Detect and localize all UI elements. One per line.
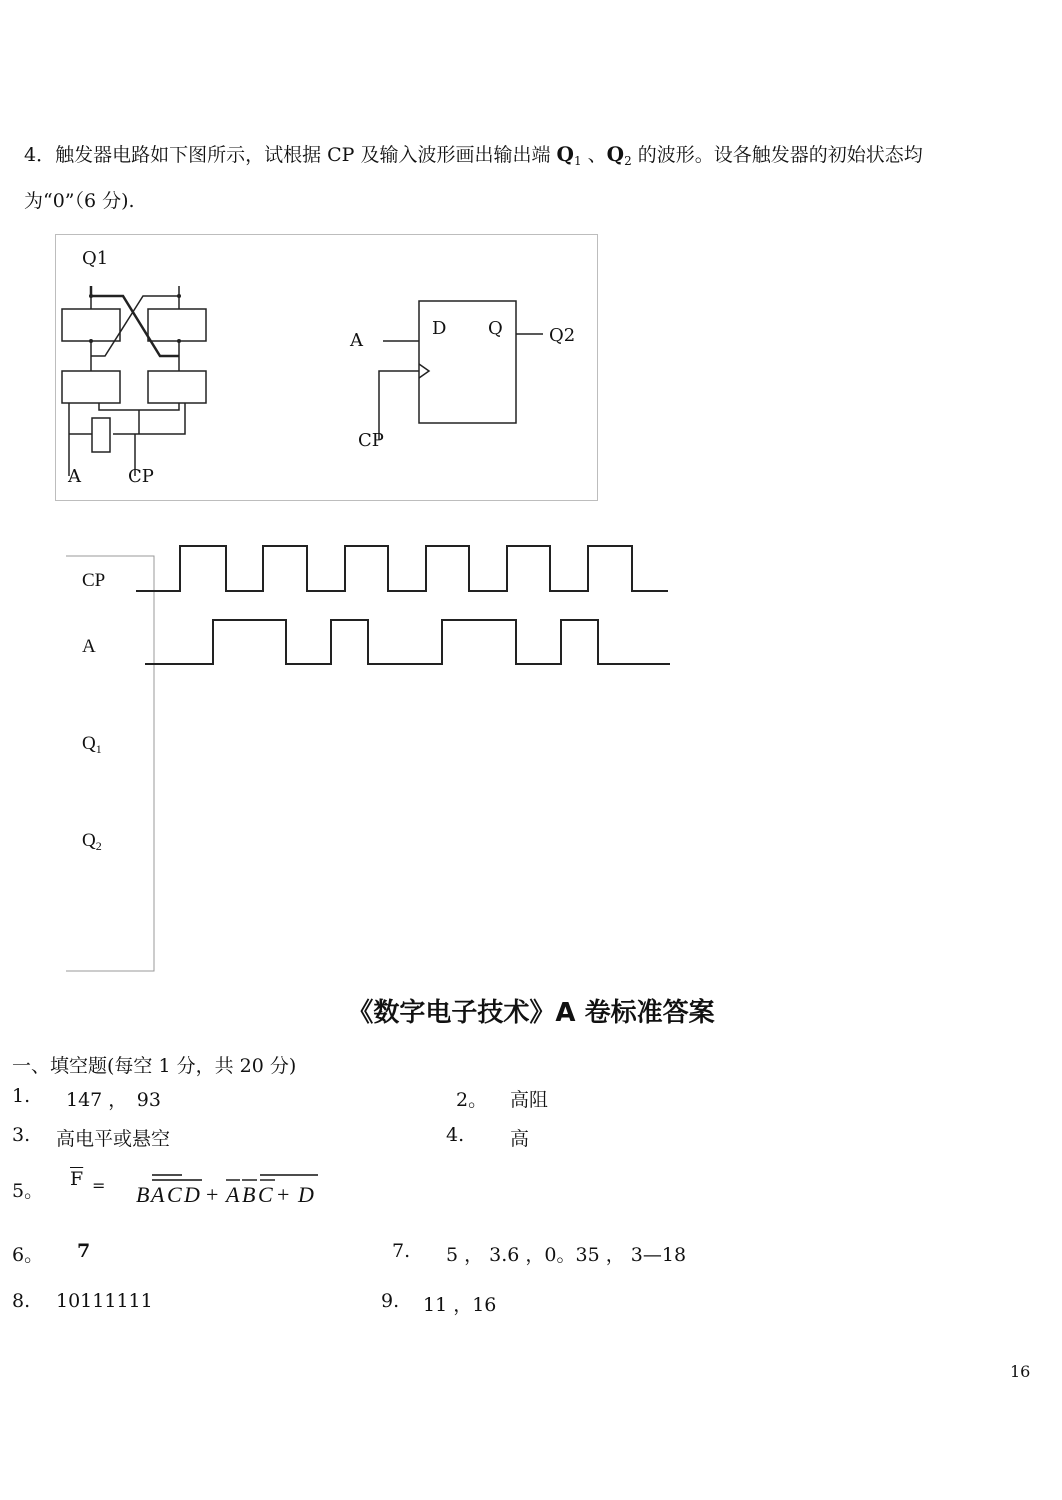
waveform-diagram xyxy=(0,540,700,980)
cp-waveform xyxy=(136,546,668,591)
answer-5-equals: = xyxy=(92,1176,106,1195)
lower-right-gate xyxy=(148,371,206,403)
answer-9-value: 11 ，16 xyxy=(423,1294,497,1316)
svg-text:D: D xyxy=(184,1182,200,1207)
svg-text:B: B xyxy=(242,1182,256,1207)
clock-triangle xyxy=(419,364,429,378)
wave-label-a: A xyxy=(82,636,96,657)
junction-dot xyxy=(177,339,181,343)
wave-label-q2-sub: 2 xyxy=(95,839,102,853)
svg-text:+: + xyxy=(206,1182,219,1207)
answer-2-number: 2。 xyxy=(456,1089,488,1111)
answer-title: 《数字电子技术》A 卷标准答案 xyxy=(347,998,715,1028)
q2-subscript: 2 xyxy=(624,154,632,168)
separator: 、 xyxy=(581,144,607,166)
wave-label-q1-main: Q xyxy=(82,733,96,754)
wave-label-q1-sub: 1 xyxy=(95,742,102,756)
waveform-frame xyxy=(66,556,154,971)
answer-2-value: 高阻 xyxy=(510,1089,549,1111)
question-line-2: 为“0”（6 分). xyxy=(24,190,135,212)
answer-4-number: 4. xyxy=(446,1124,465,1146)
answer-8-number: 8. xyxy=(12,1290,31,1312)
junction-dot xyxy=(89,339,93,343)
wire xyxy=(113,403,185,434)
flipflop-input-cp: CP xyxy=(358,430,384,451)
svg-text:+: + xyxy=(277,1182,290,1207)
answer-5-lhs: $\overline{F}$ xyxy=(70,1168,84,1190)
svg-text:D: D xyxy=(298,1182,314,1207)
circuit-label-cp: CP xyxy=(128,466,154,487)
circuit-diagram xyxy=(55,234,598,501)
section-1-heading: 一、填空题(每空 1 分，共 20 分) xyxy=(12,1055,297,1077)
svg-text:C: C xyxy=(258,1182,273,1207)
wave-label-q2 xyxy=(82,830,102,854)
answer-4-value: 高 xyxy=(510,1128,530,1150)
answer-6-number: 6。 xyxy=(12,1244,44,1266)
answer-3-value: 高电平或悬空 xyxy=(56,1128,171,1150)
answer-1-number: 1. xyxy=(12,1085,31,1107)
answer-9-number: 9. xyxy=(381,1290,400,1312)
q2-symbol: Q xyxy=(606,142,625,166)
flipflop-d-label: D xyxy=(432,318,447,339)
answer-8-value: 10111111 xyxy=(56,1290,153,1312)
answer-6-value: 7 xyxy=(77,1240,91,1262)
answer-7-number: 7. xyxy=(392,1240,411,1262)
question-text-end: 的波形。设各触发器的初始状态均 xyxy=(631,144,923,166)
upper-left-gate xyxy=(62,309,120,341)
question-line-1 xyxy=(24,144,923,167)
wave-label-q1 xyxy=(82,733,102,757)
upper-right-gate xyxy=(148,309,206,341)
wire xyxy=(99,403,179,410)
answer-1-value: 147 ， 93 xyxy=(66,1089,161,1111)
circuit-label-a: A xyxy=(68,466,81,487)
inverter-gate xyxy=(92,418,110,452)
flipflop-output-q2: Q2 xyxy=(549,325,576,346)
answer-5-formula xyxy=(132,1168,332,1208)
q1-subscript: 1 xyxy=(573,154,582,168)
question-text-start: 4．触发器电路如下图所示，试根据 CP 及输入波形画出输出端 xyxy=(24,144,557,166)
answer-7-value: 5 ， 3.6 ，0。35 ， 3—18 xyxy=(446,1244,687,1266)
svg-text:A: A xyxy=(151,1182,165,1207)
svg-text:B: B xyxy=(136,1182,150,1207)
wave-label-q2-main: Q xyxy=(82,830,96,851)
clock-input-wire xyxy=(379,371,419,440)
flipflop-q-label: Q xyxy=(488,318,503,339)
flipflop-input-a: A xyxy=(350,330,363,351)
answer-3-number: 3. xyxy=(12,1124,31,1146)
junction-dot xyxy=(89,294,93,298)
answer-5-number: 5。 xyxy=(12,1180,44,1202)
lower-left-gate xyxy=(62,371,120,403)
wave-label-cp: CP xyxy=(82,570,106,591)
q1-symbol: Q xyxy=(556,142,574,166)
svg-text:C: C xyxy=(167,1182,182,1207)
page-number: 16 xyxy=(1010,1362,1031,1381)
circuit-label-q1: Q1 xyxy=(82,248,109,269)
svg-text:A: A xyxy=(226,1182,240,1207)
junction-dot xyxy=(177,294,181,298)
a-waveform xyxy=(145,620,670,664)
